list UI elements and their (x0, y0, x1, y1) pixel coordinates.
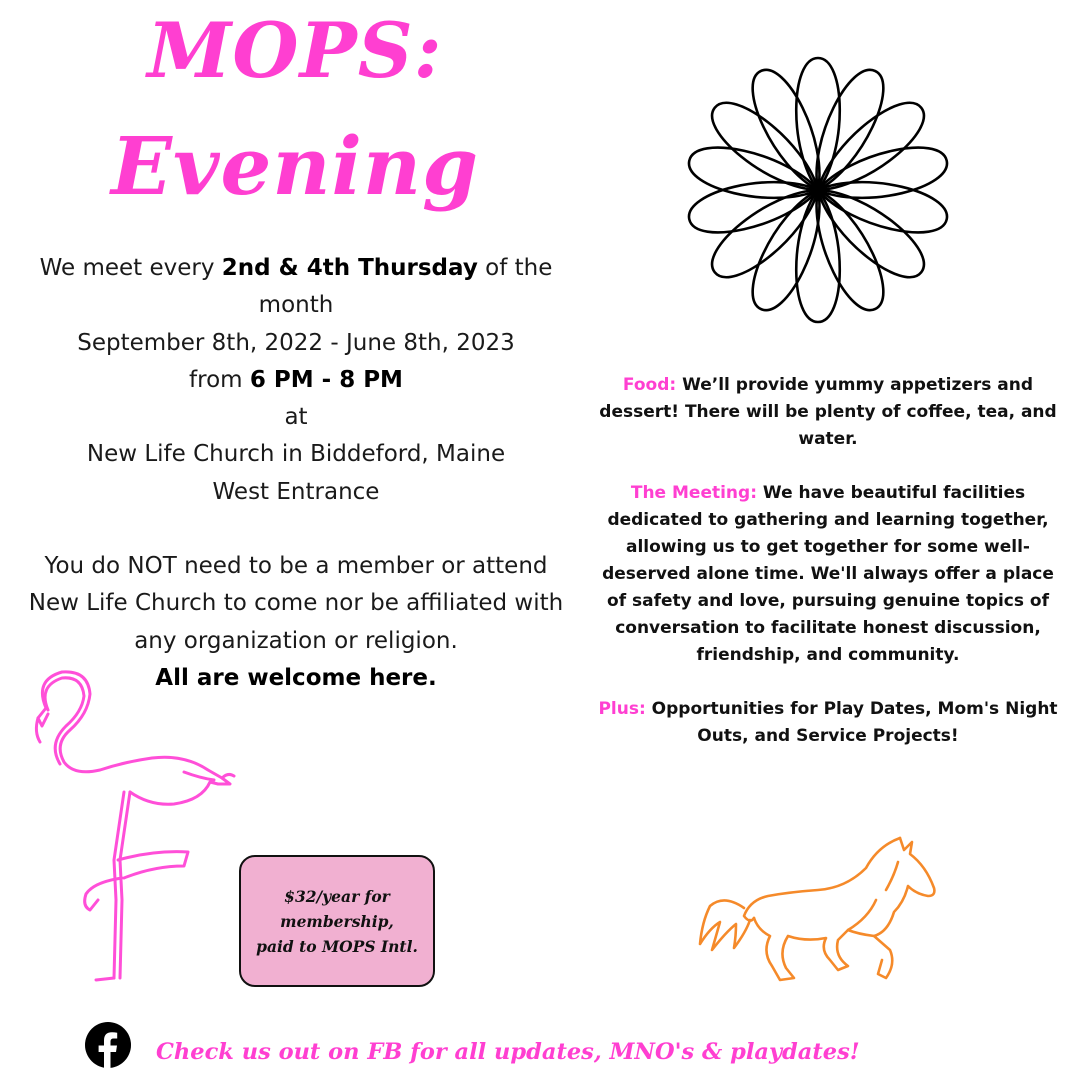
schedule-entrance: West Entrance (212, 478, 380, 505)
page-title-line2: Evening (110, 119, 479, 213)
welcome-line3: any organization or religion. (134, 627, 458, 654)
price-line3: paid to MOPS Intl. (256, 936, 418, 956)
meeting-line1 (590, 480, 1066, 507)
horse-icon (698, 832, 938, 992)
welcome-line4: All are welcome here. (155, 664, 437, 691)
food-line2: dessert! There will be plenty of coffee, tea, and (599, 402, 1057, 422)
plus-text: Opportunities for Play Dates, Mom's Night (645, 699, 1058, 719)
meeting-line3: allowing us to get together for some well- (626, 537, 1030, 557)
schedule-suffix: of the (477, 255, 553, 281)
flower-petal (796, 58, 840, 190)
meeting-line7: friendship, and community. (696, 645, 960, 665)
schedule-location: New Life Church in Biddeford, Maine (86, 441, 506, 468)
food-line3: water. (798, 429, 858, 449)
price-line1: $32/year for (284, 886, 390, 906)
plus-label: Plus: (598, 699, 646, 719)
flower-icon (682, 54, 954, 326)
welcome-line1: You do NOT need to be a member or attend (44, 553, 548, 580)
meeting-days: 2nd & 4th Thursday (221, 255, 478, 281)
price-line2: membership, (280, 911, 394, 931)
meeting-label: The Meeting: (630, 483, 758, 503)
schedule-text (0, 250, 592, 697)
food-label: Food: (622, 375, 677, 395)
meeting-time: 6 PM - 8 PM (249, 366, 403, 393)
schedule-dates: September 8th, 2022 - June 8th, 2023 (77, 329, 515, 356)
meeting-line2: dedicated to gathering and learning together, (607, 510, 1049, 530)
flamingo-icon (24, 660, 244, 985)
schedule-line (0, 250, 592, 287)
meeting-text: We have beautiful facilities (757, 483, 1026, 503)
schedule-at: at (284, 404, 308, 431)
plus-line1 (590, 696, 1066, 723)
schedule-prefix: We meet every (39, 255, 222, 281)
schedule-time (0, 362, 592, 399)
food-line1 (590, 372, 1066, 399)
plus-line2: Outs, and Service Projects! (697, 726, 959, 746)
schedule-month: month (258, 292, 334, 319)
food-text: We’ll provide yummy appetizers and (676, 375, 1034, 395)
flower-petal (796, 190, 840, 322)
meeting-line6: conversation to facilitate honest discussion, (615, 618, 1041, 638)
time-prefix: from (189, 366, 250, 393)
footer-cta: Check us out on FB for all updates, MNO's & playdates! (156, 1039, 860, 1065)
welcome-line2: New Life Church to come nor be affiliated with (28, 590, 564, 617)
membership-price-box (239, 855, 435, 987)
meeting-line5: of safety and love, pursuing genuine topics of (607, 591, 1049, 611)
facebook-icon[interactable] (84, 1021, 132, 1069)
info-panel (590, 372, 1066, 750)
page-title-line1: MOPS: (147, 6, 443, 95)
meeting-line4: deserved alone time. We'll always offer a place (602, 564, 1054, 584)
